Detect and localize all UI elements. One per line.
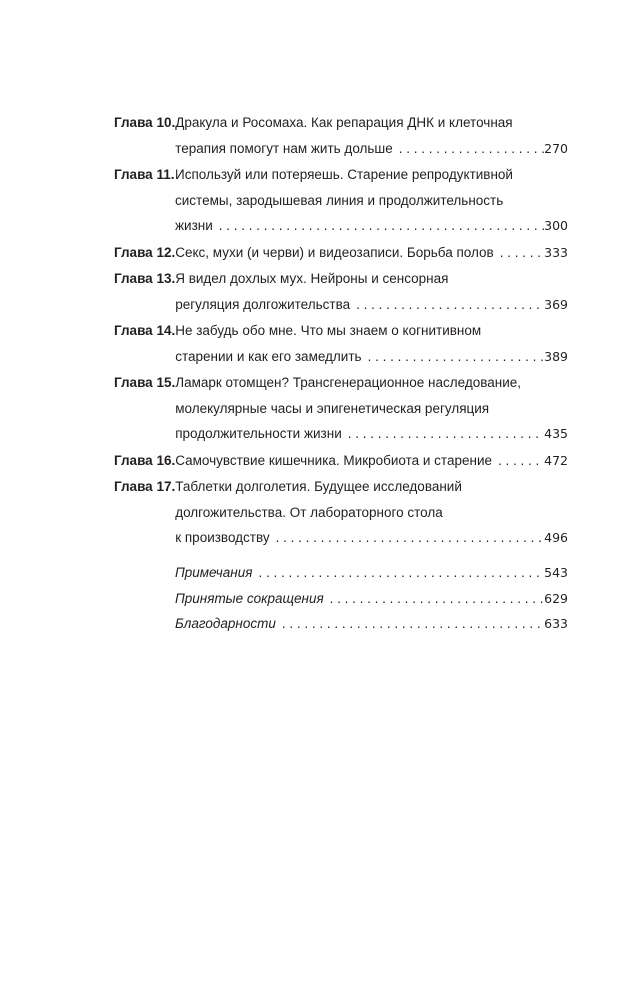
chapter-title-line: долгожительства. От лабораторного стола bbox=[175, 504, 443, 520]
page-number: 543 bbox=[544, 565, 568, 580]
chapter-title-line: молекулярные часы и эпигенетическая регуляция bbox=[175, 400, 490, 416]
chapter-title bbox=[175, 474, 568, 551]
chapter-title bbox=[175, 110, 568, 161]
toc-entry-abbreviations[interactable] bbox=[175, 586, 568, 612]
chapter-title bbox=[175, 448, 568, 474]
chapter-title-line: Используй или потеряешь. Старение репродуктивной bbox=[175, 167, 513, 182]
dot-leader bbox=[213, 213, 544, 239]
chapter-title-line: Я видел дохлых мух. Нейроны и сенсорная bbox=[175, 271, 449, 286]
page-number: 300 bbox=[544, 218, 568, 233]
dot-leader bbox=[362, 344, 545, 370]
page-number: 369 bbox=[544, 296, 568, 312]
toc-entry-chapter-10[interactable] bbox=[114, 110, 568, 161]
chapter-title-line: Ламарк отомщен? Трансгенерационное наследование, bbox=[175, 375, 522, 390]
back-matter-title: Принятые сокращения bbox=[175, 590, 324, 606]
chapter-title bbox=[175, 162, 568, 239]
toc-entry-chapter-12[interactable] bbox=[114, 240, 568, 266]
chapter-title-line: продолжительности жизни bbox=[175, 426, 342, 441]
chapter-title-line: Дракула и Росомаха. Как репарация ДНК и клеточная bbox=[175, 115, 513, 130]
chapter-title-last-line bbox=[175, 136, 568, 162]
dot-leader bbox=[393, 136, 544, 162]
chapter-number: Глава 10. bbox=[114, 115, 176, 130]
chapter-title-last-line bbox=[175, 240, 568, 266]
chapter-title-line: к производству bbox=[175, 530, 270, 545]
toc-entry-chapter-14[interactable] bbox=[114, 318, 568, 369]
toc-entry-chapter-17[interactable] bbox=[114, 474, 568, 551]
back-matter-list bbox=[175, 560, 568, 637]
dot-leader bbox=[494, 240, 544, 266]
chapter-title-line: Секс, мухи (и черви) и видеозаписи. Борьба полов bbox=[175, 244, 494, 260]
chapter-number: Глава 12. bbox=[114, 244, 176, 260]
chapter-title-line: Самочувствие кишечника. Микробиота и старение bbox=[175, 452, 492, 468]
dot-leader bbox=[270, 525, 545, 551]
chapter-title-last-line bbox=[175, 213, 568, 239]
chapter-title-line: старении и как его замедлить bbox=[175, 348, 362, 364]
toc-entry-chapter-16[interactable] bbox=[114, 448, 568, 474]
chapter-title-last-line bbox=[175, 448, 568, 474]
chapter-number: Глава 14. bbox=[114, 323, 176, 338]
page-number: 633 bbox=[544, 616, 568, 631]
dot-leader bbox=[342, 421, 544, 447]
page-number: 333 bbox=[544, 244, 568, 260]
chapter-title bbox=[175, 318, 568, 369]
page-number: 496 bbox=[544, 530, 568, 545]
chapter-number: Глава 13. bbox=[114, 271, 176, 286]
chapter-title-line: жизни bbox=[175, 218, 213, 233]
chapter-title-last-line bbox=[175, 421, 568, 447]
dot-leader bbox=[252, 560, 544, 586]
chapter-number: Глава 11. bbox=[114, 167, 175, 182]
table-of-contents bbox=[114, 110, 568, 551]
chapter-title-last-line bbox=[175, 292, 568, 318]
toc-entry-notes[interactable] bbox=[175, 560, 568, 586]
page-number: 270 bbox=[544, 140, 568, 156]
dot-leader bbox=[324, 586, 544, 612]
chapter-title-line: Не забудь обо мне. Что мы знаем о когнитивном bbox=[175, 323, 482, 338]
page-number: 472 bbox=[544, 452, 568, 468]
dot-leader bbox=[492, 448, 544, 474]
chapter-title-line: Таблетки долголетия. Будущее исследований bbox=[175, 479, 462, 494]
toc-entry-chapter-15[interactable] bbox=[114, 370, 568, 447]
back-matter-title: Благодарности bbox=[175, 616, 276, 631]
chapter-title bbox=[175, 370, 568, 447]
toc-entry-acknowledgements[interactable] bbox=[175, 611, 568, 637]
chapter-title bbox=[175, 266, 568, 317]
chapter-title-line: системы, зародышевая линия и продолжительность bbox=[175, 192, 504, 208]
toc-entry-chapter-13[interactable] bbox=[114, 266, 568, 317]
chapter-title-line: регуляция долгожительства bbox=[175, 296, 351, 312]
chapter-title-last-line bbox=[175, 525, 568, 551]
chapter-number: Глава 17. bbox=[114, 479, 176, 494]
chapter-title-last-line bbox=[175, 344, 568, 370]
dot-leader bbox=[350, 292, 544, 318]
dot-leader bbox=[276, 611, 544, 637]
page-number: 629 bbox=[544, 590, 568, 606]
page-number: 435 bbox=[544, 426, 568, 441]
chapter-number: Глава 15. bbox=[114, 375, 176, 390]
chapter-title bbox=[175, 240, 568, 266]
page-number: 389 bbox=[544, 348, 568, 364]
chapter-number: Глава 16. bbox=[114, 452, 176, 468]
back-matter-title: Примечания bbox=[175, 565, 253, 580]
chapter-title-line: терапия помогут нам жить дольше bbox=[175, 140, 393, 156]
toc-entry-chapter-11[interactable] bbox=[114, 162, 568, 239]
